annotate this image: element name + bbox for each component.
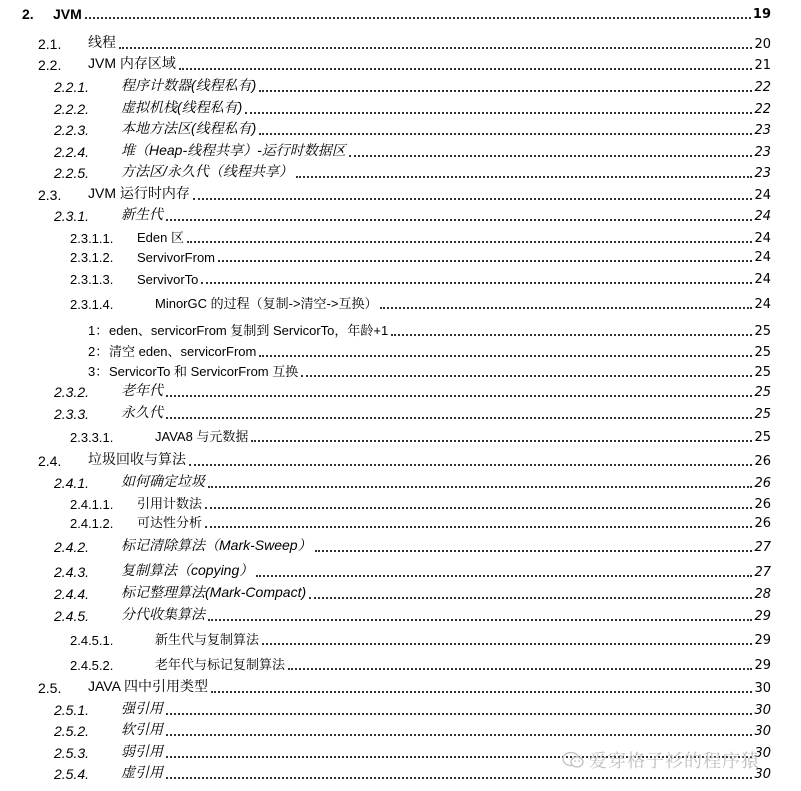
dot-leader [301,375,752,377]
toc-entry-page-number[interactable]: 25 [754,430,771,445]
toc-entry[interactable] [0,342,801,362]
toc-entry[interactable] [0,537,801,557]
toc-entry-number: 1： [88,323,109,338]
toc-entry-number: 2.5.2. [54,723,90,739]
toc-entry[interactable] [0,228,801,248]
toc-entry-page-number[interactable]: 26 [754,497,771,512]
toc-entry-page-number[interactable]: 26 [754,476,771,491]
toc-entry-number: 2： [88,344,109,359]
toc-entry-number: 2. [22,6,34,22]
toc-entry-number: 2.3.1.2. [70,250,114,265]
dot-leader [262,643,752,645]
toc-entry-page-number[interactable]: 25 [754,365,771,380]
toc-entry-number: 2.4.4. [54,586,90,602]
toc-entry[interactable] [0,562,801,582]
toc-entry-title[interactable]: 软引用 [121,721,163,737]
toc-entry[interactable] [0,185,801,205]
dot-leader [245,112,752,114]
toc-entry-number: 2.4.5.2. [70,658,114,673]
dot-leader [391,334,752,336]
watermark [562,747,760,773]
toc-entry-number: 2.4.2. [54,539,90,555]
toc-entry-number: 2.3.1.4. [70,297,114,312]
dot-leader [296,176,752,178]
toc-entry-title[interactable]: ServivorTo [137,272,199,287]
toc-entry-number: 2.3.3.1. [70,430,114,445]
toc-entry-page-number[interactable]: 30 [754,746,771,761]
toc-entry-number: 2.4.1.1. [70,497,114,512]
toc-entry[interactable] [0,382,801,402]
toc-entry[interactable] [0,4,801,24]
toc-entry-page-number[interactable]: 30 [754,681,771,696]
toc-entry[interactable] [0,269,801,289]
toc-entry-page-number[interactable]: 25 [754,385,771,400]
toc-entry-number: 2.4.1. [54,475,90,491]
toc-entry-number: 2.4.1.2. [70,516,114,531]
toc-entry-title[interactable]: ServivorFrom [137,250,216,265]
toc-entry[interactable] [0,34,801,54]
toc-entry-title[interactable]: 老年代 [121,382,163,398]
watermark-text: 爱穿格子衫的程序猿 [589,751,760,772]
toc-entry-number: 2.4. [38,453,62,469]
toc-entry-title[interactable]: 标记整理算法(Mark-Compact) [121,584,307,600]
toc-entry[interactable] [0,427,801,447]
toc-entry-title[interactable]: 引用计数法 [137,496,203,511]
dot-leader [251,440,752,442]
toc-entry-title[interactable]: Eden 区 [137,230,184,245]
toc-entry-number: 3： [88,364,109,379]
toc-entry-number: 2.4.5.1. [70,633,114,648]
toc-entry-page-number[interactable]: 29 [754,609,771,624]
toc-entry-title[interactable]: 方法区/永久代（线程共享） [121,163,293,179]
toc-entry-number: 2.2.5. [54,165,90,181]
toc-entry-title[interactable]: 线程 [88,34,116,50]
toc-entry-number: 2.3. [38,187,62,203]
dot-leader [218,260,752,262]
toc-entry-number: 2.2.2. [54,101,90,117]
dot-leader [187,241,752,243]
toc-entry-page-number[interactable]: 19 [752,7,771,22]
dot-leader [179,68,752,70]
toc-entry-title[interactable]: 虚引用 [121,764,163,780]
dot-leader [315,550,752,552]
toc-entry[interactable] [0,451,801,471]
toc-entry[interactable] [0,362,801,382]
wechat-icon [562,751,584,769]
toc-entry-page-number[interactable]: 24 [754,188,771,203]
toc-entry-title[interactable]: MinorGC 的过程（复制->清空->互换） [155,296,378,311]
toc-entry[interactable] [0,494,801,514]
toc-entry-page-number[interactable]: 20 [754,37,771,52]
toc-entry-page-number[interactable]: 30 [754,767,771,782]
toc-entry-title[interactable]: JVM 运行时内存 [88,185,190,201]
dot-leader [166,734,752,736]
toc-entry-title[interactable]: 老年代与标记复制算法 [155,657,286,672]
toc-entry-title[interactable]: ServicorTo 和 ServicorFrom 互换 [109,364,299,379]
toc-entry-page-number[interactable]: 30 [754,703,771,718]
toc-entry[interactable] [0,294,801,314]
toc-entry-page-number[interactable]: 26 [754,516,771,531]
toc-entry-page-number[interactable]: 24 [754,231,771,246]
toc-entry-page-number[interactable]: 29 [754,633,771,648]
toc-entry-title[interactable]: 虚拟机栈(线程私有) [121,99,243,115]
toc-entry-number: 2.5.1. [54,702,90,718]
toc-entry[interactable] [0,77,801,97]
dot-leader [208,486,752,488]
toc-entry-page-number[interactable]: 23 [754,123,771,138]
dot-leader [166,395,752,397]
toc-entry-title[interactable]: 分代收集算法 [121,606,205,622]
toc-entry-number: 2.3.1.1. [70,231,114,246]
toc-entry-title[interactable]: 复制算法（copying） [121,562,254,578]
toc-entry[interactable] [0,55,801,75]
toc-entry-number: 2.4.5. [54,608,90,624]
toc-entry-page-number[interactable]: 29 [754,658,771,673]
toc-entry[interactable] [0,513,801,533]
dot-leader [259,133,752,135]
dot-leader [205,526,752,528]
toc-entry-title[interactable]: JVM 内存区域 [88,55,176,71]
toc-entry-title[interactable]: 程序计数器(线程私有) [121,77,257,93]
toc-entry-page-number[interactable]: 25 [754,407,771,422]
dot-leader [259,355,752,357]
toc-entry-page-number[interactable]: 23 [754,145,771,160]
dot-leader [309,597,752,599]
toc-entry-page-number[interactable]: 26 [754,454,771,469]
toc-entry-number: 2.2.3. [54,122,90,138]
dot-leader [208,619,752,621]
toc-entry-title[interactable]: JAVA 四中引用类型 [88,678,209,694]
toc-entry-number: 2.3.1. [54,208,90,224]
toc-entry-number: 2.2. [38,57,62,73]
toc-entry-title[interactable]: eden、servicorFrom 复制到 ServicorTo，年龄+1 [109,323,389,338]
dot-leader [166,417,752,419]
toc-entry-number: 2.3.3. [54,406,90,422]
toc-entry-number: 2.3.1.3. [70,272,114,287]
toc-entry-number: 2.2.1. [54,79,90,95]
toc-entry-page-number[interactable]: 25 [754,345,771,360]
toc-entry-title[interactable]: 弱引用 [121,743,163,759]
toc-entry[interactable] [0,584,801,604]
toc-entry-title[interactable]: 垃圾回收与算法 [88,451,186,467]
toc-entry[interactable] [0,473,801,493]
toc-entry[interactable] [0,163,801,183]
dot-leader [201,282,752,284]
toc-entry[interactable] [0,99,801,119]
toc-entry[interactable] [0,321,801,341]
toc-entry[interactable] [0,655,801,675]
toc-entry[interactable] [0,247,801,267]
toc-entry-title[interactable]: 标记清除算法（Mark-Sweep） [121,537,312,553]
toc-entry[interactable] [0,206,801,226]
toc-entry[interactable] [0,404,801,424]
dot-leader [205,507,752,509]
toc-entry[interactable] [0,120,801,140]
toc-entry-page-number[interactable]: 23 [754,166,771,181]
toc-entry-page-number[interactable]: 27 [754,540,771,555]
toc-entry-page-number[interactable]: 28 [754,587,771,602]
toc-entry[interactable] [0,606,801,626]
toc-entry-title[interactable]: 永久代 [121,404,163,420]
dot-leader [85,17,751,19]
dot-leader [193,198,752,200]
toc-entry-title[interactable]: 可达性分析 [137,515,203,530]
toc-entry-number: 2.1. [38,36,62,52]
dot-leader [256,575,752,577]
toc-entry-title[interactable]: 强引用 [121,700,163,716]
toc-entry-page-number[interactable]: 27 [754,565,771,580]
toc-entry-page-number[interactable]: 22 [754,102,771,117]
toc-entry-number: 2.3.2. [54,384,90,400]
toc-entry-title[interactable]: 堆（Heap-线程共享）-运行时数据区 [121,142,346,158]
dot-leader [189,464,752,466]
dot-leader [166,219,752,221]
toc-entry-page-number[interactable]: 21 [754,58,771,73]
toc-entry-number: 2.4.3. [54,564,90,580]
toc-entry-number: 2.5.3. [54,745,90,761]
dot-leader [288,668,752,670]
toc-entry-page-number[interactable]: 24 [754,297,771,312]
toc-entry-number: 2.5. [38,680,62,696]
toc-entry-page-number[interactable]: 24 [754,250,771,265]
toc-entry-page-number[interactable]: 25 [754,324,771,339]
toc-entry-title[interactable]: 清空 eden、servicorFrom [109,344,257,359]
toc-entry-title[interactable]: JAVA8 与元数据 [155,429,249,444]
toc-entry[interactable] [0,700,801,720]
dot-leader [380,307,752,309]
toc-entry-number: 2.2.4. [54,144,90,160]
toc-entry[interactable] [0,721,801,741]
dot-leader [211,691,752,693]
toc-entry[interactable] [0,678,801,698]
toc-entry-title[interactable]: 本地方法区(线程私有) [121,120,257,136]
toc-entry-page-number[interactable]: 30 [754,724,771,739]
toc-entry-page-number[interactable]: 24 [754,272,771,287]
toc-entry[interactable] [0,142,801,162]
toc-entry-title[interactable]: JVM [53,6,82,22]
toc-entry[interactable] [0,630,801,650]
toc-entry-number: 2.5.4. [54,766,90,782]
dot-leader [166,777,752,779]
dot-leader [119,47,752,49]
toc-entry-page-number[interactable]: 24 [754,209,771,224]
toc-entry-title[interactable]: 新生代 [121,206,163,222]
dot-leader [349,155,752,157]
dot-leader [259,90,752,92]
toc-entry-title[interactable]: 如何确定垃圾 [121,473,205,489]
toc-entry-page-number[interactable]: 22 [754,80,771,95]
toc-entry-title[interactable]: 新生代与复制算法 [155,632,260,647]
dot-leader [166,713,752,715]
